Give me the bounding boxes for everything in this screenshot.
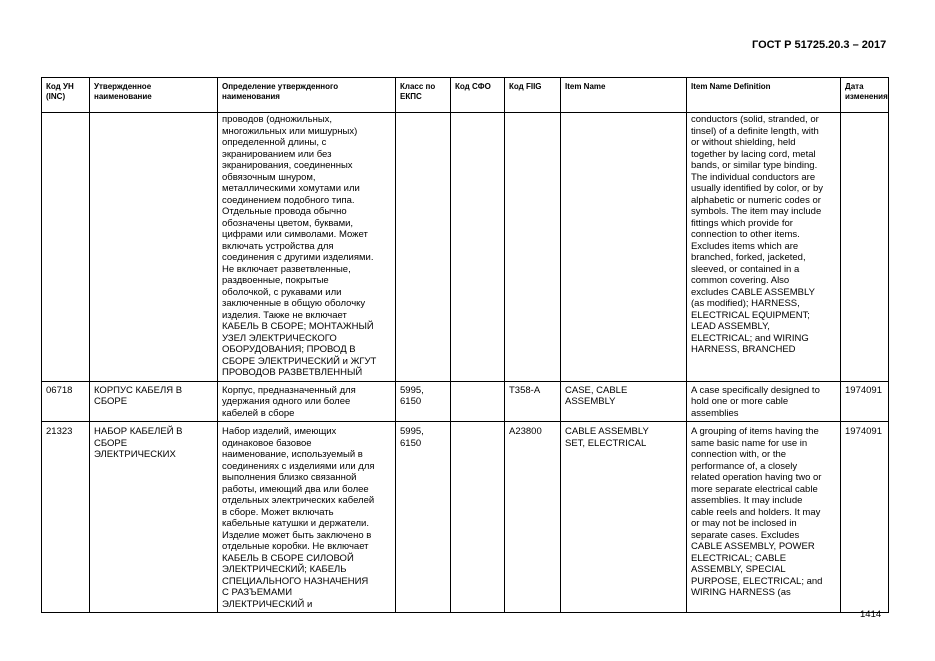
cell-sfo [451, 113, 505, 382]
table-row [42, 422, 889, 613]
table-row [42, 381, 889, 422]
cell-inc: 06718 [42, 381, 90, 422]
cell-item-name: CABLE ASSEMBLY SET, ELECTRICAL [561, 422, 687, 613]
cell-fiig: A23800 [505, 422, 561, 613]
column-header-inc: Код УН (INC) [42, 78, 90, 113]
document-header: ГОСТ Р 51725.20.3 – 2017 [752, 39, 887, 51]
table-header-row [42, 78, 889, 113]
cell-sfo [451, 381, 505, 422]
page-number: 1414 [860, 609, 882, 620]
column-header-name: Утвержденное наименование [90, 78, 218, 113]
cell-item-definition: conductors (solid, stranded, or tinsel) of a definite length, with or without shielding, held together by lacing cord, metal bands, or similar type binding. The individual conductors are usually identified by color, or by alphabetic or numeric codes or symbols. The item may include fittings which provide for connection to other items. Excludes items which are branched, forked, jacketed, sleeved, or contained in a common covering. Also excludes CABLE ASSEMBLY (as modified); HARNESS, ELECTRICAL EQUIPMENT; LEAD ASSEMBLY, ELECTRICAL; and WIRING HARNESS, BRANCHED [687, 113, 841, 382]
cell-name: НАБОР КАБЕЛЕЙ В СБОРЕ ЭЛЕКТРИЧЕСКИХ [90, 422, 218, 613]
catalog-table [41, 77, 889, 613]
cell-date: 1974091 [841, 381, 889, 422]
column-header-fiig: Код FIIG [505, 78, 561, 113]
cell-date [841, 113, 889, 382]
cell-item-definition: A grouping of items having the same basic name for use in connection with, or the performance of, a closely related operation having two or more separate electrical cable assemblies. It may include cable reels and holders. It may or may not be inclosed in separate cases. Excludes CABLE ASSEMBLY, POWER ELECTRICAL; CABLE ASSEMBLY, SPECIAL PURPOSE, ELECTRICAL; and WIRING HARNESS (as [687, 422, 841, 613]
column-header-ekps: Класс по ЕКПС [396, 78, 451, 113]
cell-fiig: T358-A [505, 381, 561, 422]
cell-ekps: 5995, 6150 [396, 381, 451, 422]
column-header-item-name: Item Name [561, 78, 687, 113]
cell-item-name: CASE, CABLE ASSEMBLY [561, 381, 687, 422]
cell-inc [42, 113, 90, 382]
cell-definition: Набор изделий, имеющих одинаковое базовое наименование, используемый в соединениях с изделиями или для выполнения близко связанной работы, имеющий два или более отдельных электрических кабелей в сборе. Может включать кабельные катушки и держатели. Изделие может быть заключено в отдельные коробки. Не включает КАБЕЛЬ В СБОРЕ СИЛОВОЙ ЭЛЕКТРИЧЕСКИЙ; КАБЕЛЬ СПЕЦИАЛЬНОГО НАЗНАЧЕНИЯ С РАЗЪЕМАМИ ЭЛЕКТРИЧЕСКИЙ и [218, 422, 396, 613]
cell-inc: 21323 [42, 422, 90, 613]
cell-sfo [451, 422, 505, 613]
column-header-definition: Определение утвержденного наименования [218, 78, 396, 113]
cell-definition: Корпус, предназначенный для удержания одного или более кабелей в сборе [218, 381, 396, 422]
cell-item-definition: A case specifically designed to hold one or more cable assemblies [687, 381, 841, 422]
cell-name [90, 113, 218, 382]
cell-item-name [561, 113, 687, 382]
column-header-date: Дата изменения [841, 78, 889, 113]
cell-date: 1974091 [841, 422, 889, 613]
cell-definition: проводов (одножильных, многожильных или мишурных) определенной длины, с экранированием или без экранирования, соединенных обвязочным шнуром, металлическими хомутами или соединением подобного типа. Отдельные провода обычно обозначены цветом, буквами, цифрами или символами. Может включать устройства для соединения с другими изделиями. Не включает разветвленные, раздвоенные, покрытые оболочкой, с рукавами или заключенные в общую оболочку изделия. Также не включает КАБЕЛЬ В СБОРЕ; МОНТАЖНЫЙ УЗЕЛ ЭЛЕКТРИЧЕСКОГО ОБОРУДОВАНИЯ; ПРОВОД В СБОРЕ ЭЛЕКТРИЧЕСКИЙ и ЖГУТ ПРОВОДОВ РАЗВЕТВЛЕННЫЙ [218, 113, 396, 382]
table-row [42, 113, 889, 382]
cell-ekps [396, 113, 451, 382]
cell-name: КОРПУС КАБЕЛЯ В СБОРЕ [90, 381, 218, 422]
cell-ekps: 5995, 6150 [396, 422, 451, 613]
column-header-item-definition: Item Name Definition [687, 78, 841, 113]
column-header-sfo: Код СФО [451, 78, 505, 113]
cell-fiig [505, 113, 561, 382]
